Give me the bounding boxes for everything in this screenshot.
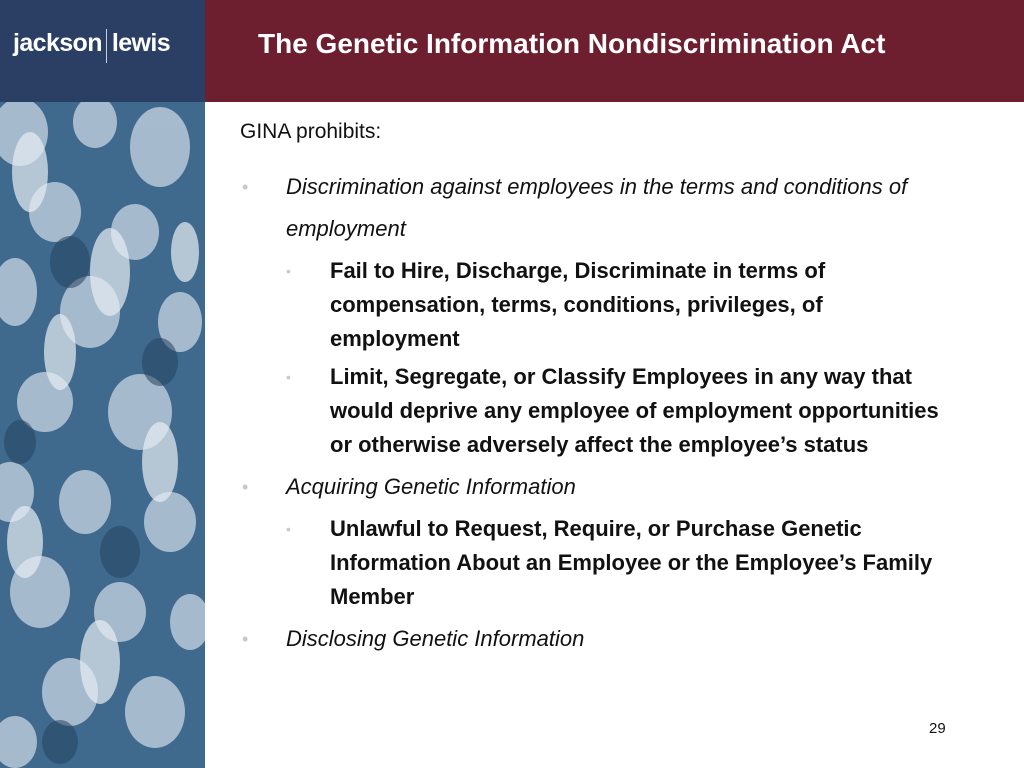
sub-bullet-unlawful-request [240, 512, 950, 614]
logo-text-left: jackson [13, 28, 102, 57]
sub-bullet-limit-segregate [240, 360, 950, 462]
sub-bullet-dot-icon: • [286, 521, 291, 537]
company-logo [13, 26, 170, 60]
sub-bullet-dot-icon: • [286, 369, 291, 385]
logo-divider [106, 29, 107, 63]
bullet-disclosing [240, 618, 980, 660]
bullet-label: Disclosing Genetic Information [286, 626, 585, 651]
sub-bullet-dot-icon: • [286, 263, 291, 279]
page-number: 29 [929, 720, 946, 737]
bullet-discrimination [240, 166, 980, 250]
slide-title: The Genetic Information Nondiscrimination Act [258, 28, 886, 59]
title-bar [205, 0, 1024, 102]
bullet-dot-icon: • [242, 477, 249, 497]
bullet-acquiring [240, 466, 980, 508]
bullet-dot-icon: • [242, 629, 249, 649]
logo-panel [0, 0, 205, 102]
logo-text-right: lewis [111, 28, 171, 57]
bullet-dot-icon: • [242, 177, 249, 197]
bullet-label: Discrimination against employees in the terms and conditions of employment [286, 174, 908, 241]
sub-bullet-fail-to-hire [240, 254, 950, 356]
intro-text: GINA prohibits: [240, 120, 382, 143]
slide-content [240, 118, 980, 660]
sub-bullet-label: Fail to Hire, Discharge, Discriminate in terms of compensation, terms, conditions, privileges, of employment [330, 258, 826, 351]
sub-bullet-label: Limit, Segregate, or Classify Employees in any way that would deprive any employee of employment opportunities or otherwise adversely affect the employee’s status [330, 364, 939, 457]
crowd-photo [0, 102, 205, 768]
bullet-label: Acquiring Genetic Information [286, 474, 576, 499]
sub-bullet-label: Unlawful to Request, Require, or Purchase Genetic Information About an Employee or the Employee’s Family Member [330, 516, 933, 609]
